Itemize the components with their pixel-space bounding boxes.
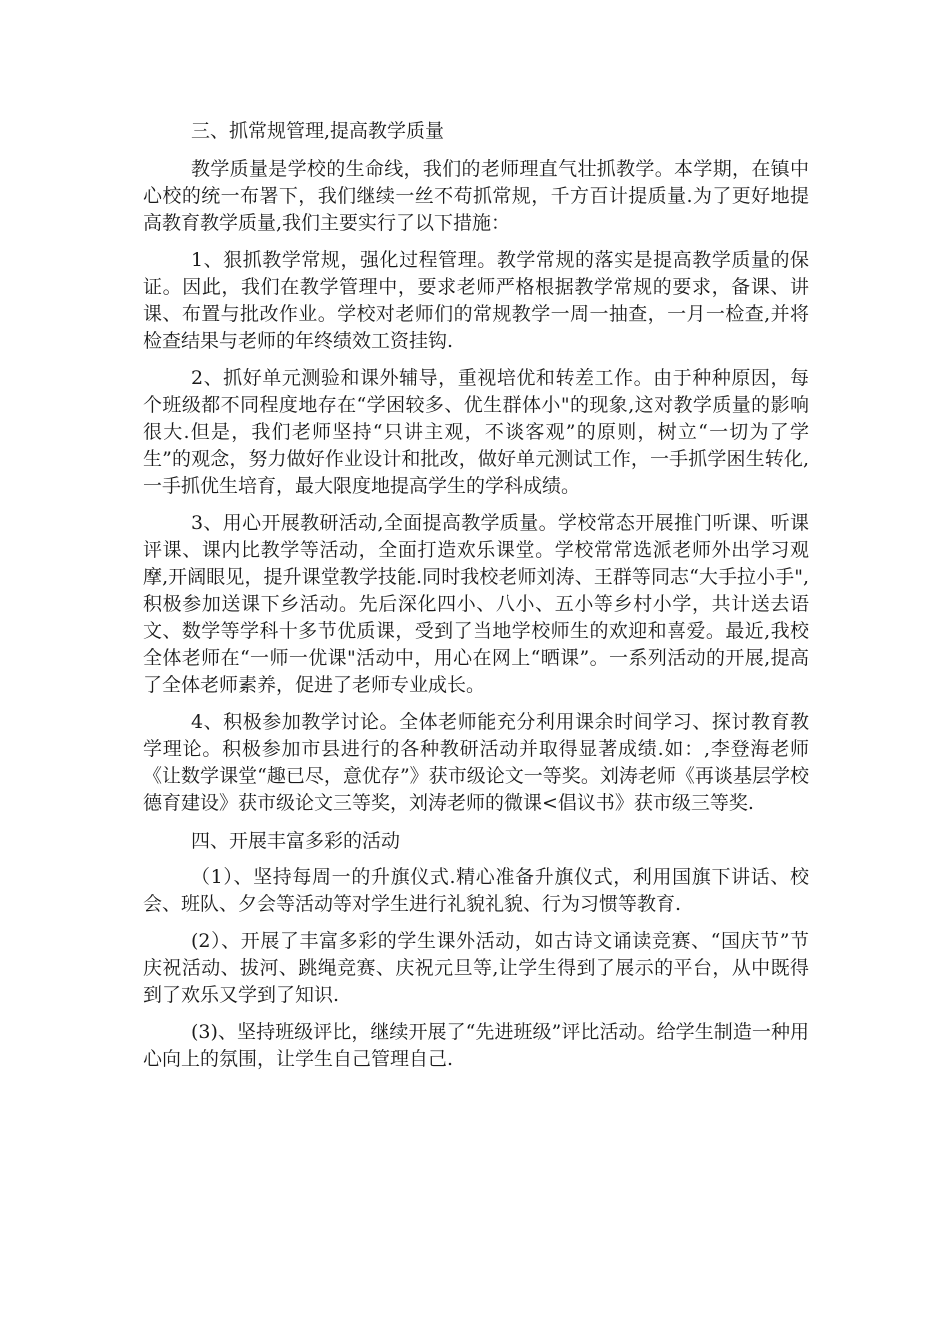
document-body [143, 118, 809, 1073]
measure-paragraph-4: 4、积极参加教学讨论。全体老师能充分利用课余时间学习、探讨教育教学理论。积极参加市县进行的各种教研活动并取得显著成绩.如：,李登海老师《让数学课堂“趣已尽，意优存”》获市级论文一等奖。刘涛老师《再谈基层学校德育建设》获市级论文三等奖，刘涛老师的微课<倡议书》获市级三等奖. [143, 711, 809, 814]
activity-paragraph-3: (3)、坚持班级评比，继续开展了“先进班级”评比活动。给学生制造一种用心向上的氛围，让学生自己管理自己. [143, 1021, 809, 1070]
activity-paragraph-1: （1）、坚持每周一的升旗仪式.精心准备升旗仪式，利用国旗下讲话、校会、班队、夕会等活动等对学生进行礼貌礼貌、行为习惯等教育. [143, 866, 809, 915]
measure-paragraph-2: 2、抓好单元测验和课外辅导，重视培优和转差工作。由于种种原因，每个班级都不同程度地存在“学困较多、优生群体小"的现象,这对教学质量的影响很大.但是，我们老师坚持“只讲主观，不谈客观”的原则，树立“一切为了学生”的观念，努力做好作业设计和批改，做好单元测试工作，一手抓学困生转化,一手抓优生培育，最大限度地提高学生的学科成绩。 [143, 367, 809, 497]
measure-paragraph-1: 1、狠抓教学常规，强化过程管理。教学常规的落实是提高教学质量的保证。因此，我们在教学管理中，要求老师严格根据教学常规的要求，备课、讲课、布置与批改作业。学校对老师们的常规教学一周一抽查，一月一检查,并将检查结果与老师的年终绩效工资挂钩. [143, 249, 809, 352]
section-heading-3: 三、抓常规管理,提高教学质量 [191, 120, 445, 142]
section-heading-4: 四、开展丰富多彩的活动 [191, 830, 401, 852]
measure-paragraph-3: 3、用心开展教研活动,全面提高教学质量。学校常态开展推门听课、听课评课、课内比教学等活动，全面打造欢乐课堂。学校常常选派老师外出学习观摩,开阔眼见，提升课堂教学技能.同时我校老师刘涛、王群等同志“大手拉小手",积极参加送课下乡活动。先后深化四小、八小、五小等乡村小学，共计送去语文、数学等学科十多节优质课，受到了当地学校师生的欢迎和喜爱。最近,我校全体老师在“一师一优课"活动中，用心在网上“晒课”。一系列活动的开展,提高了全体老师素养，促进了老师专业成长。 [143, 512, 809, 696]
activity-paragraph-2: (2）、开展了丰富多彩的学生课外活动，如古诗文诵读竞赛、“国庆节”节庆祝活动、拔河、跳绳竞赛、庆祝元旦等,让学生得到了展示的平台，从中既得到了欢乐又学到了知识. [143, 930, 809, 1006]
intro-paragraph: 教学质量是学校的生命线，我们的老师理直气壮抓教学。本学期，在镇中心校的统一布署下，我们继续一丝不苟抓常规，千方百计提质量.为了更好地提高教育教学质量,我们主要实行了以下措施： [143, 158, 809, 234]
